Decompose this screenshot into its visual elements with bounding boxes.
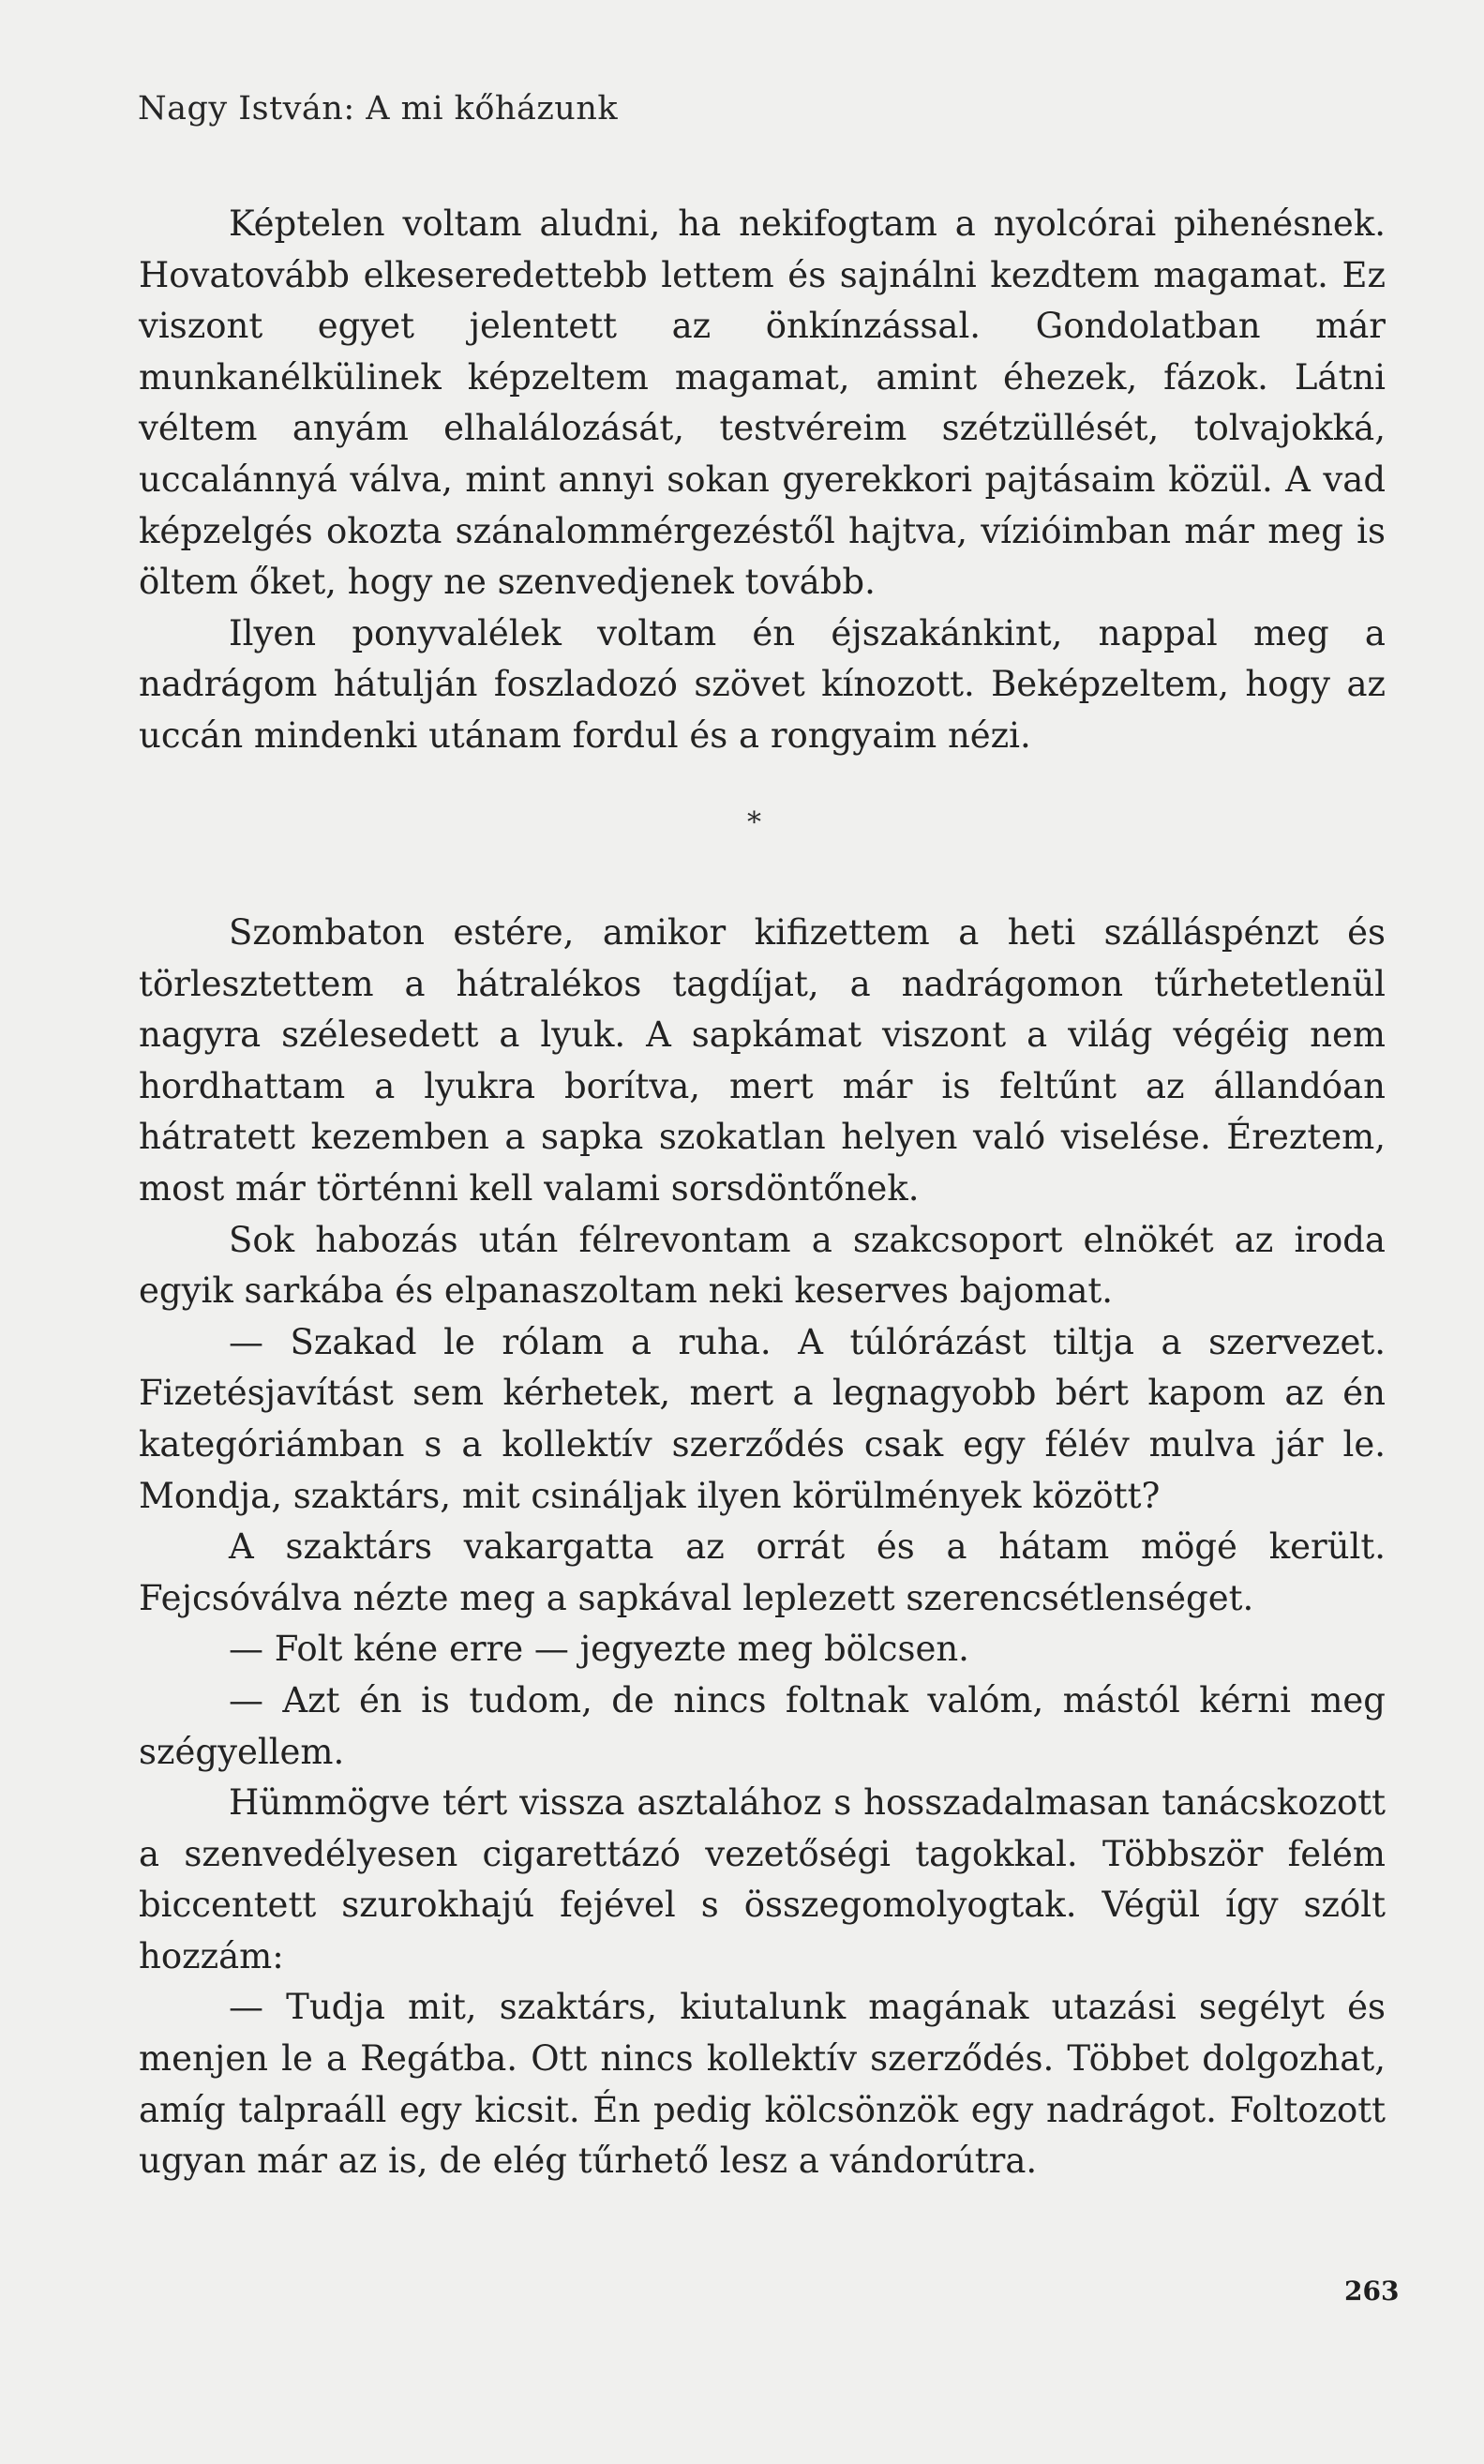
section-1: [139, 199, 1386, 762]
paragraph: Szombaton estére, amikor kifizettem a heti szálláspénzt és törlesztettem a hátralékos tagdíjat, a nadrágomon tűrhetetlenül nagyra szélesedett a lyuk. A sapkámat viszont a világ végéig nem hordhattam a lyukra borítva, mert már is feltűnt az állandóan hátratett kezemben a sapka szokatlan helyen való viselése. Éreztem, most már történni kell valami sorsdöntőnek.: [139, 912, 1386, 1209]
section-2: [139, 908, 1386, 2187]
section-separator: *: [747, 806, 761, 839]
page-number: 263: [1344, 2276, 1400, 2306]
paragraph: Ilyen ponyvalélek voltam én éjszakánkint, nappal meg a nadrágom hátulján foszladozó szövet kínozott. Beképzeltem, hogy az uccán mindenki utánam fordul és a rongyaim nézi.: [139, 612, 1386, 756]
paragraph: — Azt én is tudom, de nincs foltnak valóm, mástól kérni meg szégyellem.: [139, 1679, 1386, 1772]
running-head: Nagy István: A mi kőházunk: [138, 90, 619, 128]
paragraph: — Folt kéne erre — jegyezte meg bölcsen.: [229, 1629, 969, 1670]
paragraph: — Szakad le rólam a ruha. A túlórázást tiltja a szervezet. Fizetésjavítást sem kérhetek, mert a legnagyobb bért kapom az én kategóriámban s a kollektív szerződés csak egy félév mulva jár le. Mondja, szaktárs, mit csináljak ilyen körülmények között?: [139, 1321, 1386, 1516]
paragraph: Képtelen voltam aludni, ha nekifogtam a nyolcórai pihenésnek. Hovatovább elkeseredettebb lettem és sajnálni kezdtem magamat. Ez viszont egyet jelentett az önkínzással. Gondolatban már munkanélkülinek képzeltem magamat, amint éhezek, fázok. Látni véltem anyám elhalálozását, testvéreim szétzüllését, tolvajokká, uccalánnyá válva, mint annyi sokan gyerekkori pajtásaim közül. A vad képzelgés okozta szánalommérgezéstől hajtva, vízióimban már meg is öltem őket, hogy ne szenvedjenek tovább.: [139, 203, 1386, 603]
paragraph: Hümmögve tért vissza asztalához s hosszadalmasan tanácskozott a szenvedélyesen cigarettázó vezetőségi tagokkal. Többször felém biccentett szurokhajú fejével s összegomolyogtak. Végül így szólt hozzám:: [139, 1782, 1386, 1976]
paragraph: A szaktárs vakargatta az orrát és a hátam mögé került. Fejcsóválva nézte meg a sapkával leplezett szerencsétlenséget.: [139, 1526, 1386, 1618]
paragraph: — Tudja mit, szaktárs, kiutalunk magának utazási segélyt és menjen le a Regátba. Ott nincs kollektív szerződés. Többet dolgozhat, amíg talpraáll egy kicsit. Én pedig kölcsönzök egy nadrágot. Foltozott ugyan már az is, de elég tűrhető lesz a vándorútra.: [139, 1987, 1386, 2182]
paragraph: Sok habozás után félrevontam a szakcsoport elnökét az iroda egyik sarkába és elpanaszoltam neki keserves bajomat.: [139, 1219, 1386, 1312]
